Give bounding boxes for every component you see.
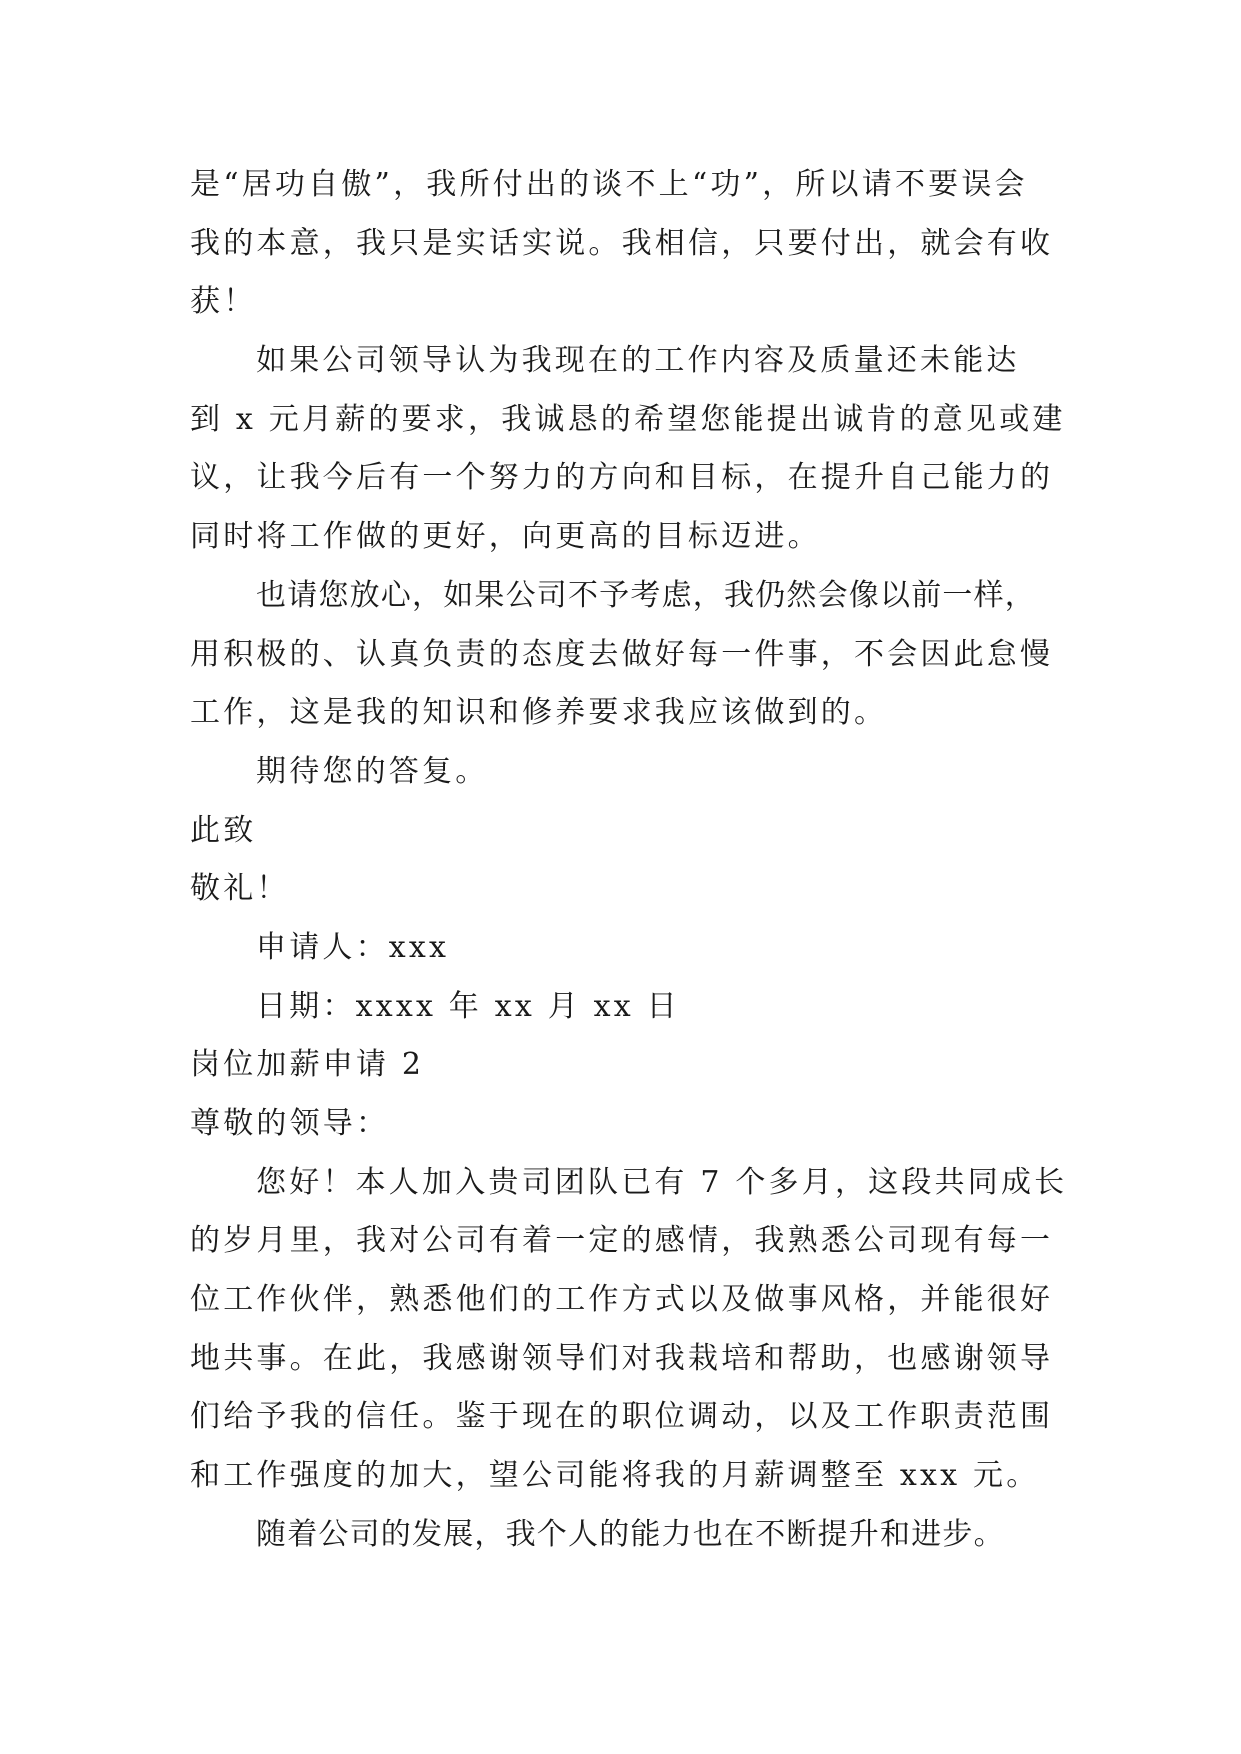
salutation-line: 敬礼！ [190,871,290,907]
text-line: 我的本意，我只是实话实说。我相信，只要付出，就会有收 [190,225,1054,261]
text-line: 获！ [190,284,257,320]
text-line: 同时将工作做的更好，向更高的目标迈进。 [190,519,821,555]
paragraph-start-line: 如果公司领导认为我现在的工作内容及质量还未能达 [256,343,1020,379]
text-line: 到 x 元月薪的要求，我诚恳的希望您能提出诚肯的意见或建 [190,401,1066,437]
text-line: 工作，这是我的知识和修养要求我应该做到的。 [190,695,888,731]
applicant-line: 申请人：xxx [256,929,450,965]
text-line: 地共事。在此，我感谢领导们对我栽培和帮助，也感谢领导 [190,1340,1054,1376]
paragraph-start-line: 也请您放心，如果公司不予考虑，我仍然会像以前一样， [256,577,1036,613]
salutation-line: 此致 [190,812,257,848]
text-line: 议，让我今后有一个努力的方向和目标，在提升自己能力的 [190,460,1054,496]
document-page [190,156,1070,1565]
greeting-line: 尊敬的领导： [190,1106,390,1141]
paragraph-start-line: 随着公司的发展，我个人的能力也在不断提升和进步。 [256,1516,1005,1552]
text-line: 和工作强度的加大，望公司能将我的月薪调整至 xxx 元。 [190,1458,1040,1494]
text-line: 用积极的、认真负责的态度去做好每一件事，不会因此怠慢 [190,636,1054,672]
section-title: 岗位加薪申请 2 [190,1047,425,1083]
text-line: 是“居功自傲”，我所付出的谈不上“功”，所以请不要误会 [190,167,1028,202]
paragraph-start-line: 您好！本人加入贵司团队已有 7 个多月，这段共同成长 [256,1164,1068,1200]
closing-remark: 期待您的答复。 [256,753,489,789]
text-line: 的岁月里，我对公司有着一定的感情，我熟悉公司现有每一 [190,1223,1054,1259]
text-line: 们给予我的信任。鉴于现在的职位调动，以及工作职责范围 [190,1399,1054,1435]
date-line: 日期：xxxx 年 xx 月 xx 日 [256,988,680,1024]
text-line: 位工作伙伴，熟悉他们的工作方式以及做事风格，并能很好 [190,1282,1054,1318]
